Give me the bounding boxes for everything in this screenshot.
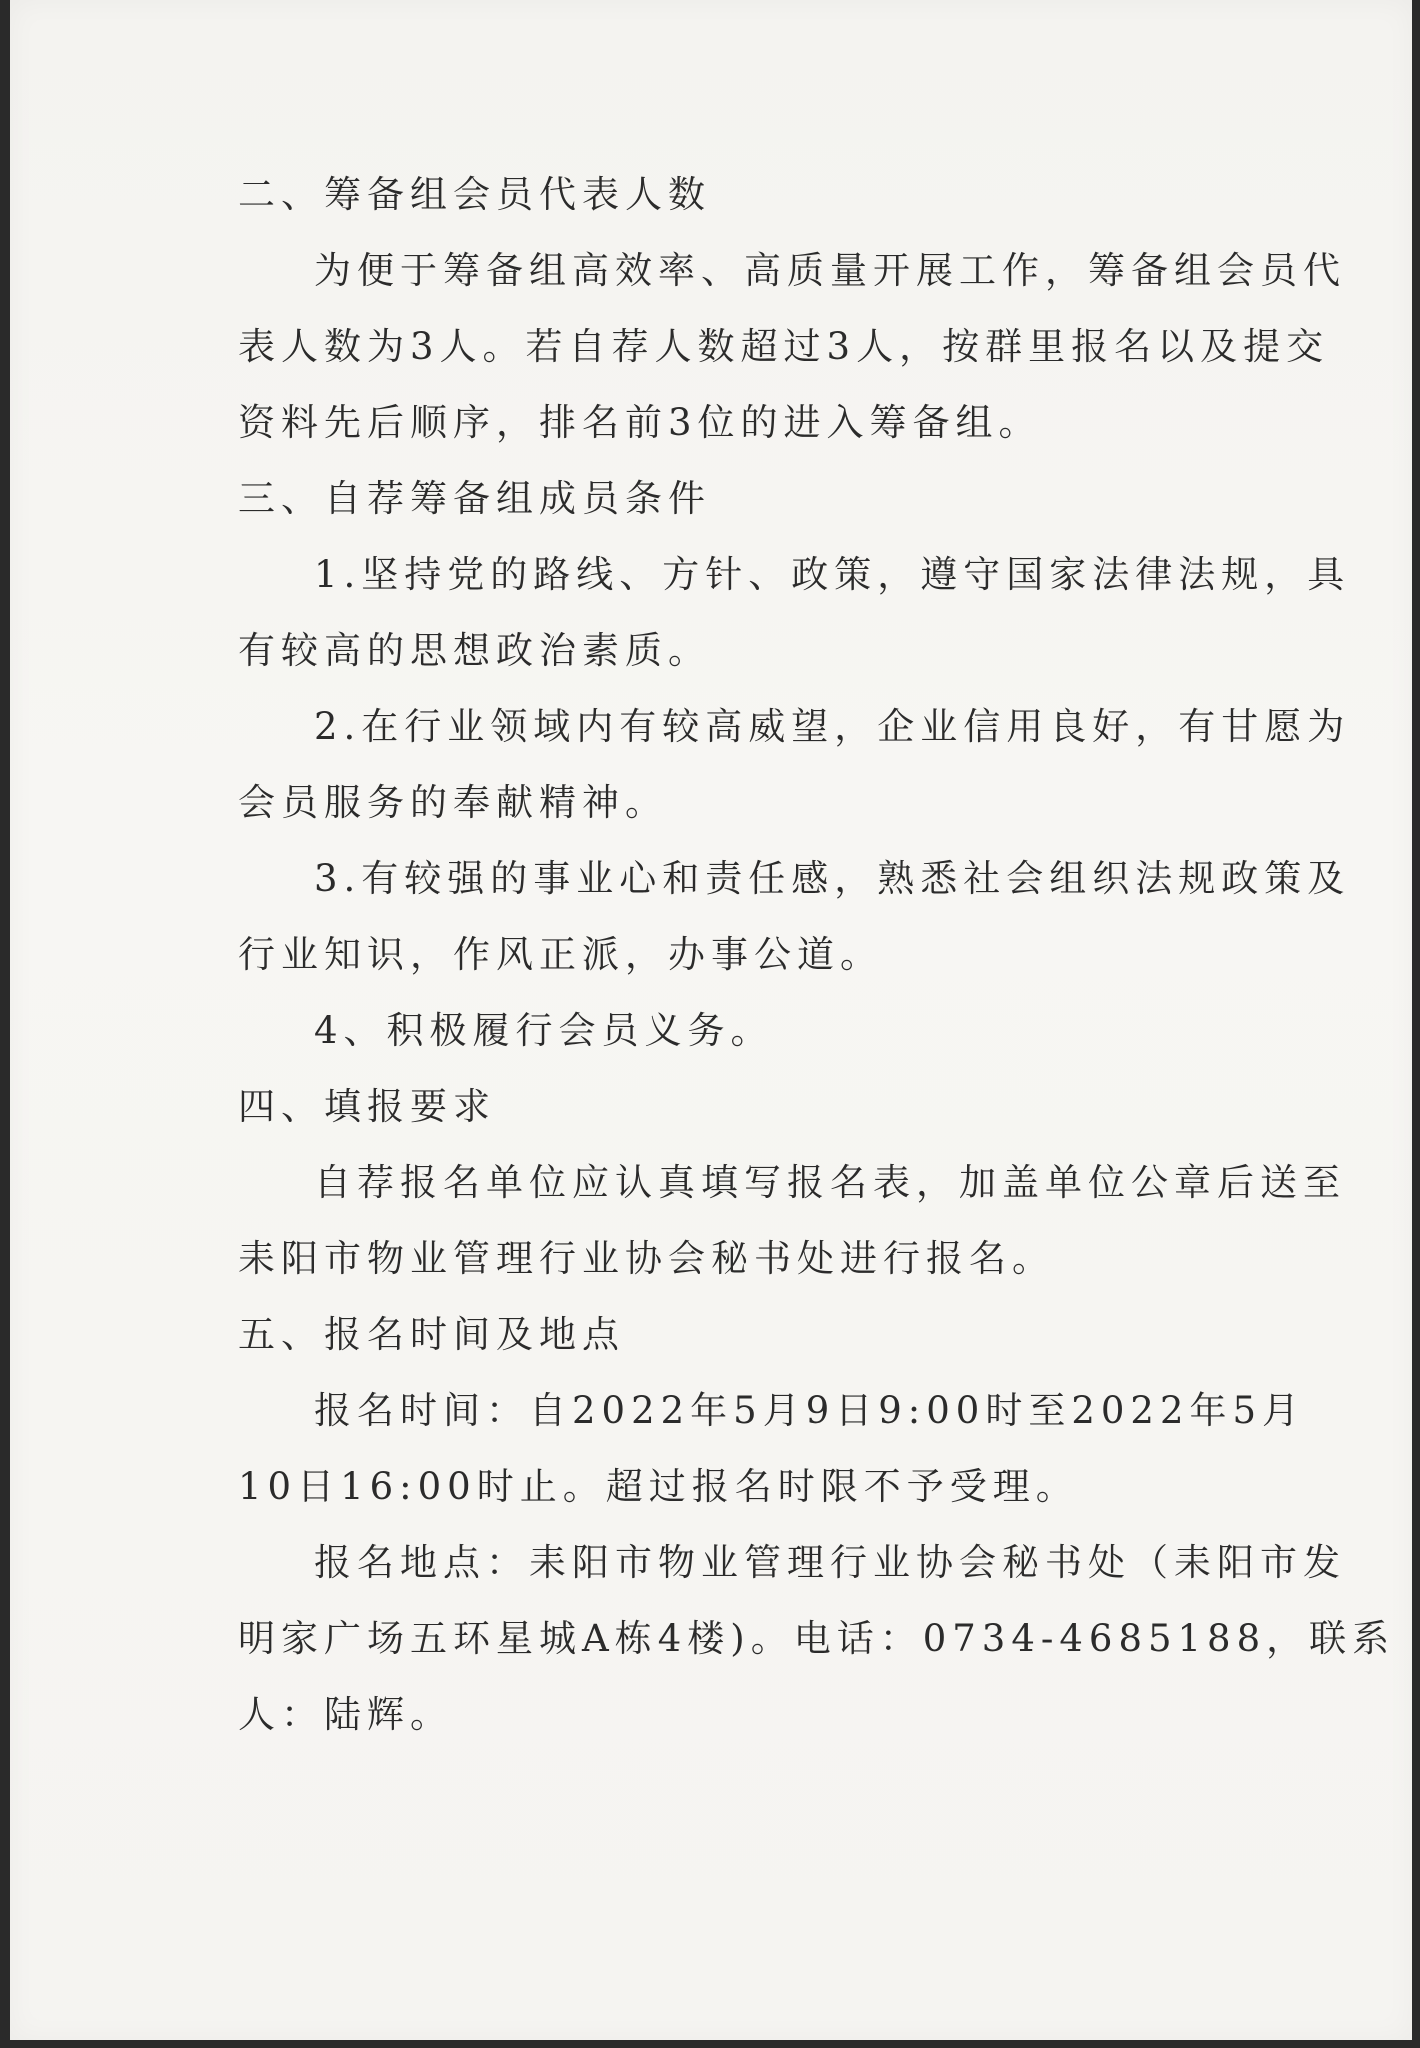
paragraph-line: 有较高的思想政治素质。	[238, 629, 711, 672]
registration-location-line: 明家广场五环星城A栋4楼)。电话：0734-4685188，联系	[238, 1617, 1396, 1660]
paragraph-line: 会员服务的奉献精神。	[238, 781, 668, 824]
registration-time-line: 报名时间：自2022年5月9日9:00时至2022年5月	[314, 1389, 1306, 1432]
section-heading-3: 三、自荐筹备组成员条件	[238, 477, 711, 520]
section-heading-4: 四、填报要求	[238, 1085, 496, 1128]
section-heading-5: 五、报名时间及地点	[238, 1313, 625, 1356]
list-item-2: 2.在行业领域内有较高威望，企业信用良好，有甘愿为	[314, 705, 1351, 748]
section-heading-2: 二、筹备组会员代表人数	[238, 173, 711, 216]
paragraph-line: 资料先后顺序，排名前3位的进入筹备组。	[238, 401, 1042, 444]
registration-location-line: 报名地点：耒阳市物业管理行业协会秘书处（耒阳市发	[314, 1541, 1346, 1584]
registration-time-line: 10日16:00时止。超过报名时限不予受理。	[238, 1465, 1079, 1508]
list-item-4: 4、积极履行会员义务。	[314, 1009, 774, 1052]
paragraph-line: 表人数为3人。若自荐人数超过3人，按群里报名以及提交	[238, 325, 1330, 368]
list-item-1: 1.坚持党的路线、方针、政策，遵守国家法律法规，具	[314, 553, 1351, 596]
paragraph-line: 自荐报名单位应认真填写报名表，加盖单位公章后送至	[314, 1161, 1346, 1204]
contact-person-line: 人：陆辉。	[238, 1693, 453, 1736]
list-item-3: 3.有较强的事业心和责任感，熟悉社会组织法规政策及	[314, 857, 1351, 900]
document-page	[10, 0, 1412, 2040]
paragraph-line: 为便于筹备组高效率、高质量开展工作，筹备组会员代	[314, 249, 1346, 292]
paragraph-line: 行业知识，作风正派，办事公道。	[238, 933, 883, 976]
paragraph-line: 耒阳市物业管理行业协会秘书处进行报名。	[238, 1237, 1055, 1280]
